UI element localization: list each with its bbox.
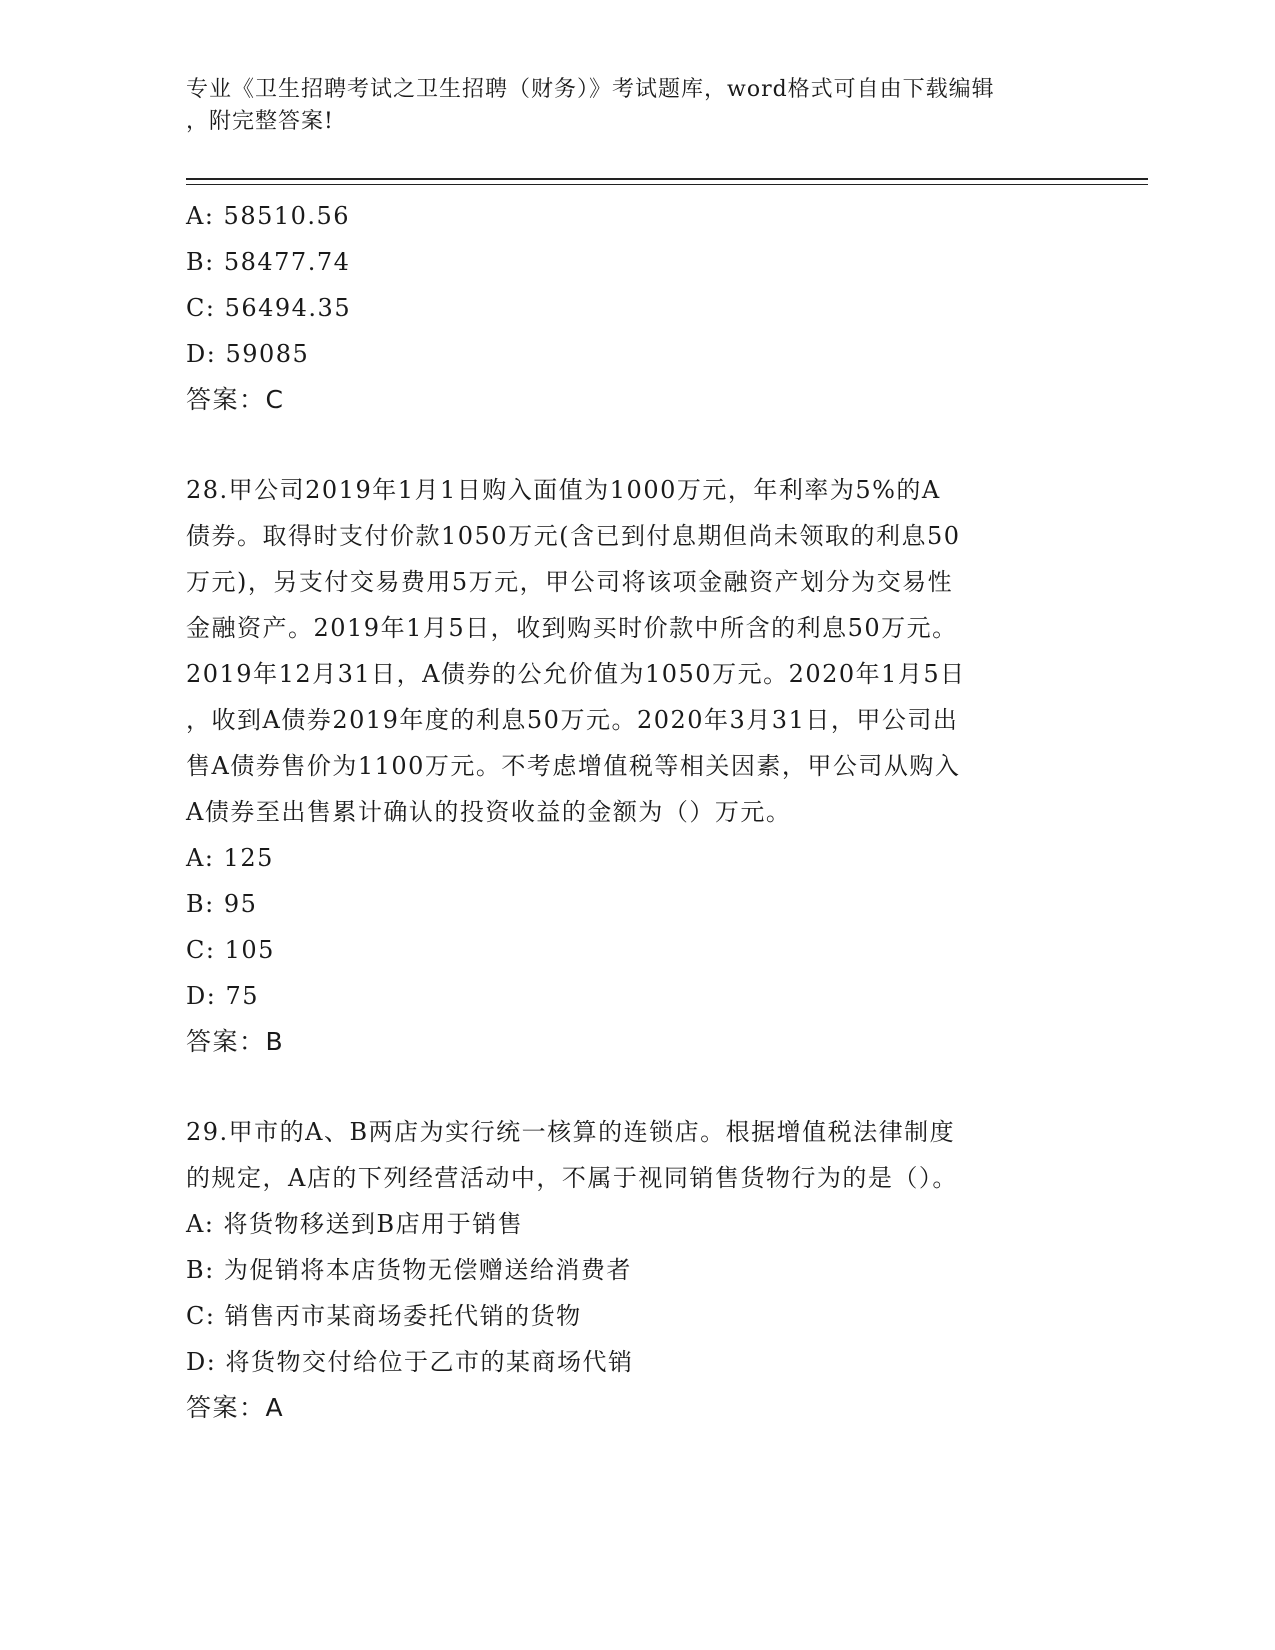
question-27 [186, 193, 1086, 423]
answer-line: 答案：C [186, 385, 285, 414]
option-a: A: 将货物移送到B店用于销售 [186, 1210, 524, 1238]
question-text-line: A债券至出售累计确认的投资收益的金额为（）万元。 [186, 798, 792, 826]
question-29 [186, 1109, 1086, 1431]
option-d: D: 将货物交付给位于乙市的某商场代销 [186, 1348, 634, 1376]
option-c: C: 销售丙市某商场委托代销的货物 [186, 1302, 582, 1330]
option-b: B: 95 [186, 890, 258, 918]
question-text-line: 售A债券售价为1100万元。不考虑增值税等相关因素，甲公司从购入 [186, 752, 961, 780]
option-a: A: 125 [186, 844, 274, 872]
option-c: C: 105 [186, 936, 275, 964]
option-a: A: 58510.56 [186, 202, 351, 230]
question-text-line: 金融资产。2019年1月5日，收到购买时价款中所含的利息50万元。 [186, 614, 958, 642]
question-text-line: 2019年12月31日，A债券的公允价值为1050万元。2020年1月5日 [186, 660, 966, 688]
header-divider-thick [186, 178, 1148, 180]
option-b: B: 58477.74 [186, 248, 351, 276]
question-text-line: 28.甲公司2019年1月1日购入面值为1000万元，年利率为5%的A [186, 476, 941, 504]
option-d: D: 75 [186, 982, 259, 1010]
answer-line: 答案：B [186, 1027, 285, 1056]
document-body [186, 193, 1086, 1431]
question-spacer [186, 423, 1086, 467]
question-text-line: 29.甲市的A、B两店为实行统一核算的连锁店。根据增值税法律制度 [186, 1118, 956, 1146]
question-text-line: 万元)，另支付交易费用5万元，甲公司将该项金融资产划分为交易性 [186, 568, 954, 596]
question-spacer [186, 1065, 1086, 1109]
answer-line: 答案：A [186, 1393, 285, 1422]
option-b: B: 为促销将本店货物无偿赠送给消费者 [186, 1256, 632, 1284]
document-header [186, 74, 1086, 138]
question-text-line: 的规定，A店的下列经营活动中，不属于视同销售货物行为的是（）。 [186, 1164, 958, 1192]
option-d: D: 59085 [186, 340, 310, 368]
question-text-line: ，收到A债券2019年度的利息50万元。2020年3月31日，甲公司出 [186, 706, 959, 734]
option-c: C: 56494.35 [186, 294, 352, 322]
header-line-1: 专业《卫生招聘考试之卫生招聘（财务）》考试题库，word格式可自由下载编辑 [186, 77, 995, 102]
header-divider-thin [186, 184, 1148, 185]
question-28 [186, 467, 1086, 1065]
question-text-line: 债券。取得时支付价款1050万元(含已到付息期但尚未领取的利息50 [186, 522, 961, 550]
header-line-2: ，附完整答案! [186, 109, 334, 134]
